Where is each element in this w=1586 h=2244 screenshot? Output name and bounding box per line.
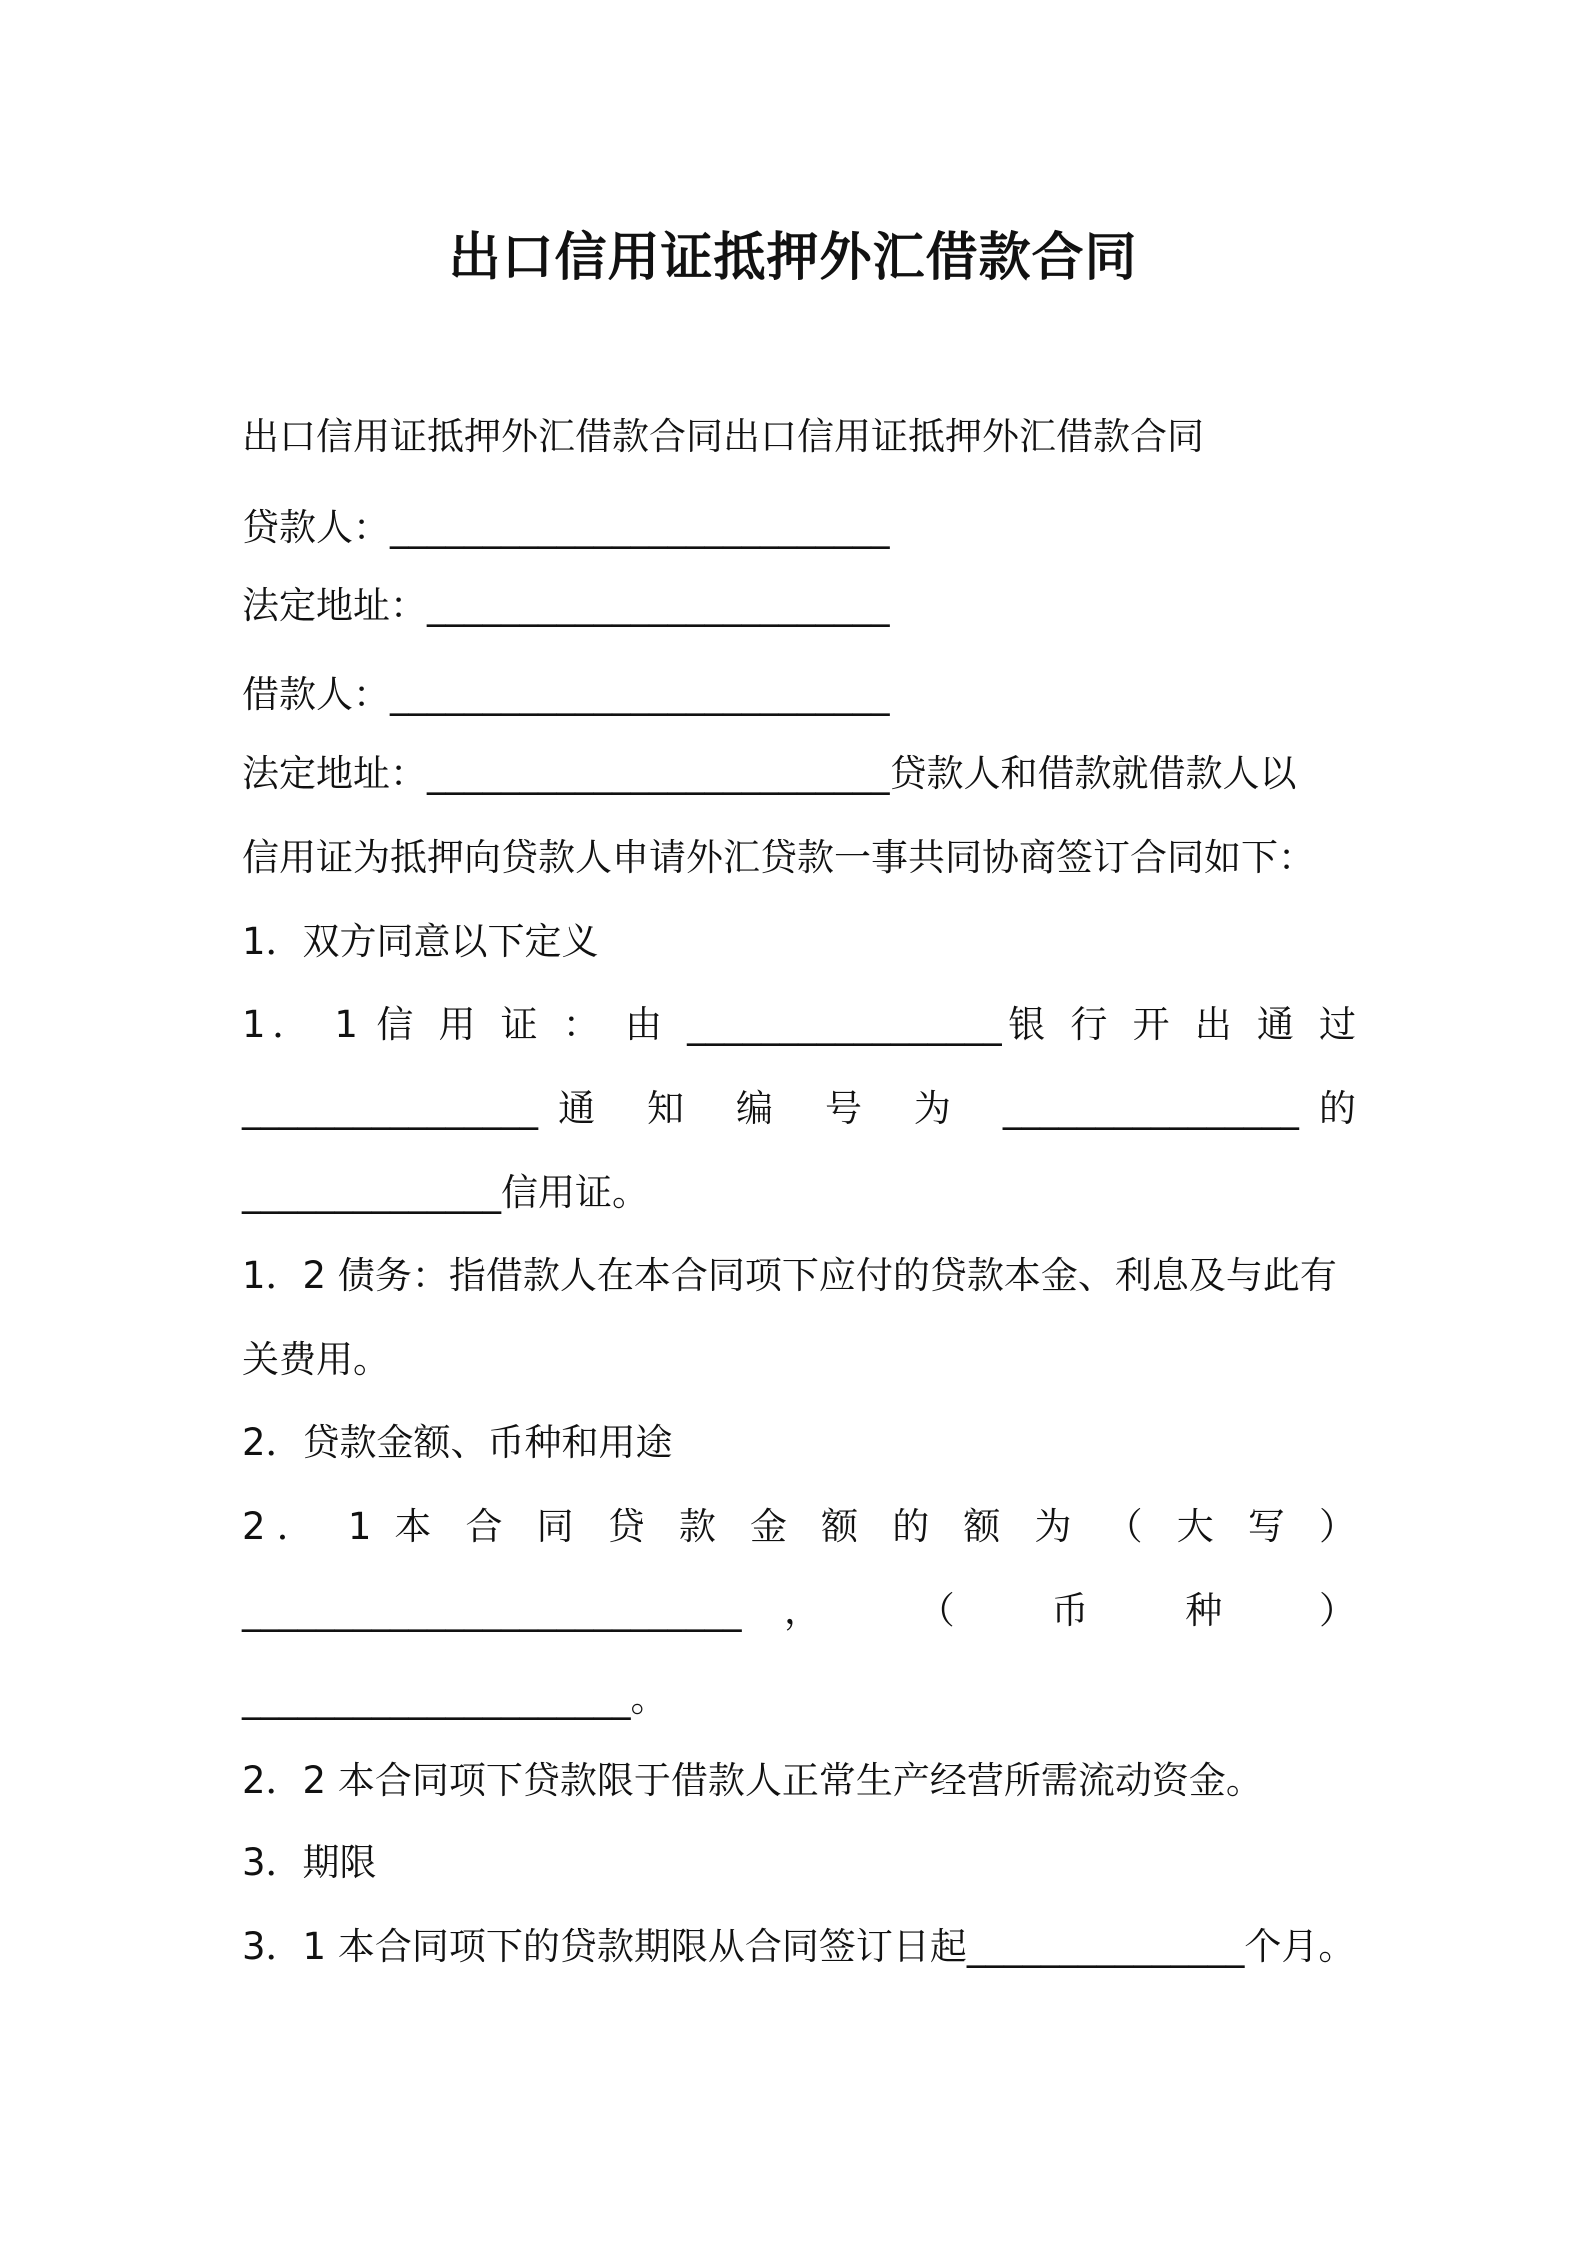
borrower-field: 借款人：___________________________ xyxy=(242,673,890,716)
lender-address-field: 法定地址：_________________________ xyxy=(242,584,890,627)
subtitle-line: 出口信用证抵押外汇借款合同出口信用证抵押外汇借款合同 xyxy=(242,415,1204,458)
clause-1-1-line: 1． 1 信 用 证 ： 由 _________________银 行 开 出 通 过 xyxy=(242,1003,1356,1046)
section-heading-3: 3．期限 xyxy=(242,1841,377,1884)
clause-2-1-line: 2． 1 本 合 同 贷 款 金 额 的 额 为 （ 大 写 ） xyxy=(242,1505,1356,1548)
clause-2-1-line: ___________________________， （ 币 种 ） xyxy=(242,1589,1356,1632)
clause-1-2-line: 1．2 债务：指借款人在本合同项下应付的贷款本金、利息及与此有 xyxy=(242,1254,1337,1297)
paragraph-line: 信用证为抵押向贷款人申请外汇贷款一事共同协商签订合同如下： xyxy=(242,836,1315,879)
document-title: 出口信用证抵押外汇借款合同 xyxy=(448,228,1138,288)
borrower-address-field: 法定地址：_________________________贷款人和借款就借款人以 xyxy=(242,752,1297,795)
section-heading-2: 2．贷款金额、币种和用途 xyxy=(242,1421,673,1464)
clause-1-1-line: ________________通 知 编 号 为 ________________的 xyxy=(242,1087,1356,1130)
clause-2-2-line: 2．2 本合同项下贷款限于借款人正常生产经营所需流动资金。 xyxy=(242,1759,1263,1802)
section-heading-1: 1．双方同意以下定义 xyxy=(242,920,599,963)
clause-3-1-line: 3．1 本合同项下的贷款期限从合同签订日起_______________个月。 xyxy=(242,1925,1356,1968)
lender-field: 贷款人：___________________________ xyxy=(242,506,890,549)
clause-1-2-line: 关费用。 xyxy=(242,1338,390,1381)
clause-2-1-line: _____________________。 xyxy=(242,1677,668,1720)
clause-1-1-line: ______________信用证。 xyxy=(242,1171,649,1214)
